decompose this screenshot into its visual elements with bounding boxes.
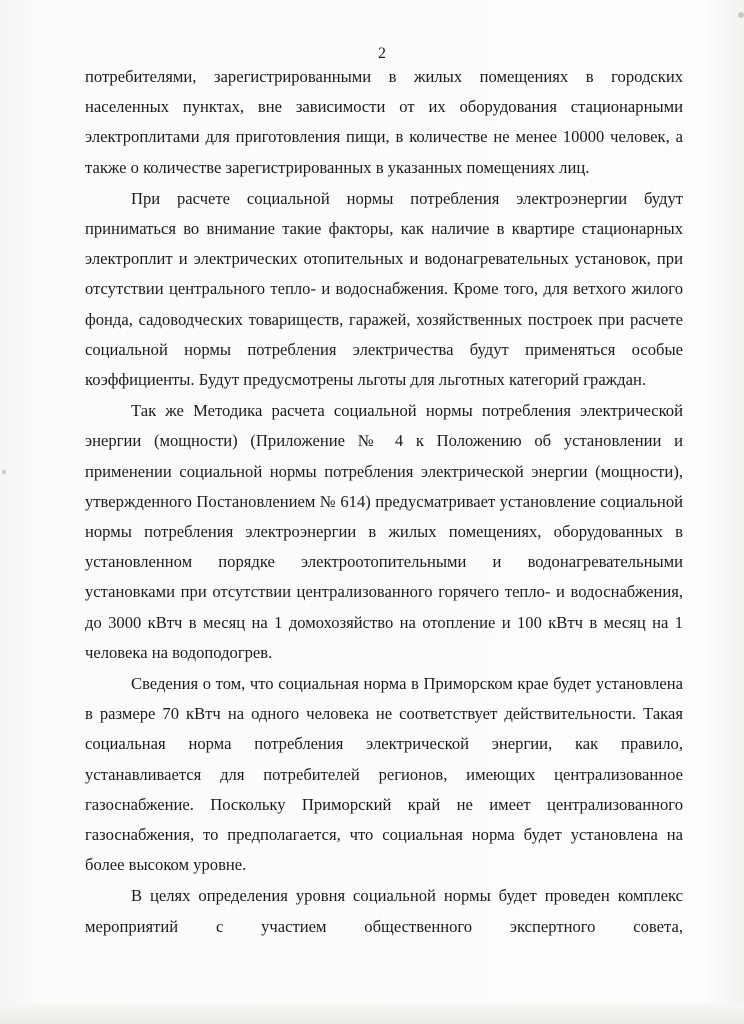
scan-bottom-edge — [0, 1004, 744, 1024]
paragraph-primorsky-norm: Сведения о том, что социальная норма в Приморском крае будет установлена в размере 70 кВтч на одного человека не соответствует действительности. Такая социальная норма потребления электрической энергии, как правило, устанавливается для потребителей регионов, имеющих централизованное газоснабжение. Поскольку Приморский край не имеет централизованного газоснабжения, то предполагается, что социальная норма будет установлена на более высоком уровне. — [85, 674, 683, 875]
document-body — [85, 62, 683, 942]
scan-speck — [2, 470, 6, 474]
paragraph-expert-council: В целях определения уровня социальной нормы будет проведен комплекс мероприятий с участием общественного экспертного совета, — [85, 886, 683, 936]
page-number: 2 — [378, 45, 386, 62]
paragraph-methodology: Так же Методика расчета социальной нормы потребления электрической энергии (мощности) (Приложение № 4 к Положению об установлении и применении социальной нормы потребления электрической энергии (мощности), утвержденного Постановлением № 614) предусматривает установление социальной нормы потребления электроэнергии в жилых помещениях, оборудованных в установленном порядке электроотопительными и водонагревательными установками при отсутствии централизованного горячего тепло- и водоснабжения, до 3000 кВтч в месяц на 1 домохозяйство на отопление и 100 кВтч в месяц на 1 человека на водоподогрев. — [85, 401, 683, 662]
scan-speck — [738, 12, 744, 18]
paragraph-calculation-factors: При расчете социальной нормы потребления электроэнергии будут приниматься во внимание такие факторы, как наличие в квартире стационарных электроплит и электрических отопительных и водонагревательных установок, при отсутствии центрального тепло- и водоснабжения. Кроме того, для ветхого жилого фонда, садоводческих товариществ, гаражей, хозяйственных построек при расчете социальной нормы потребления электричества будут применяться особые коэффициенты. Будут предусмотрены льготы для льготных категорий граждан. — [85, 188, 683, 390]
paragraph-continuation: потребителями, зарегистрированными в жилых помещениях в городских населенных пунктах, вне зависимости от их оборудования стационарными электроплитами для приготовления пищи, в количестве не менее 10000 человек, а также о количестве зарегистрированных в указанных помещениях лиц. — [85, 67, 683, 177]
